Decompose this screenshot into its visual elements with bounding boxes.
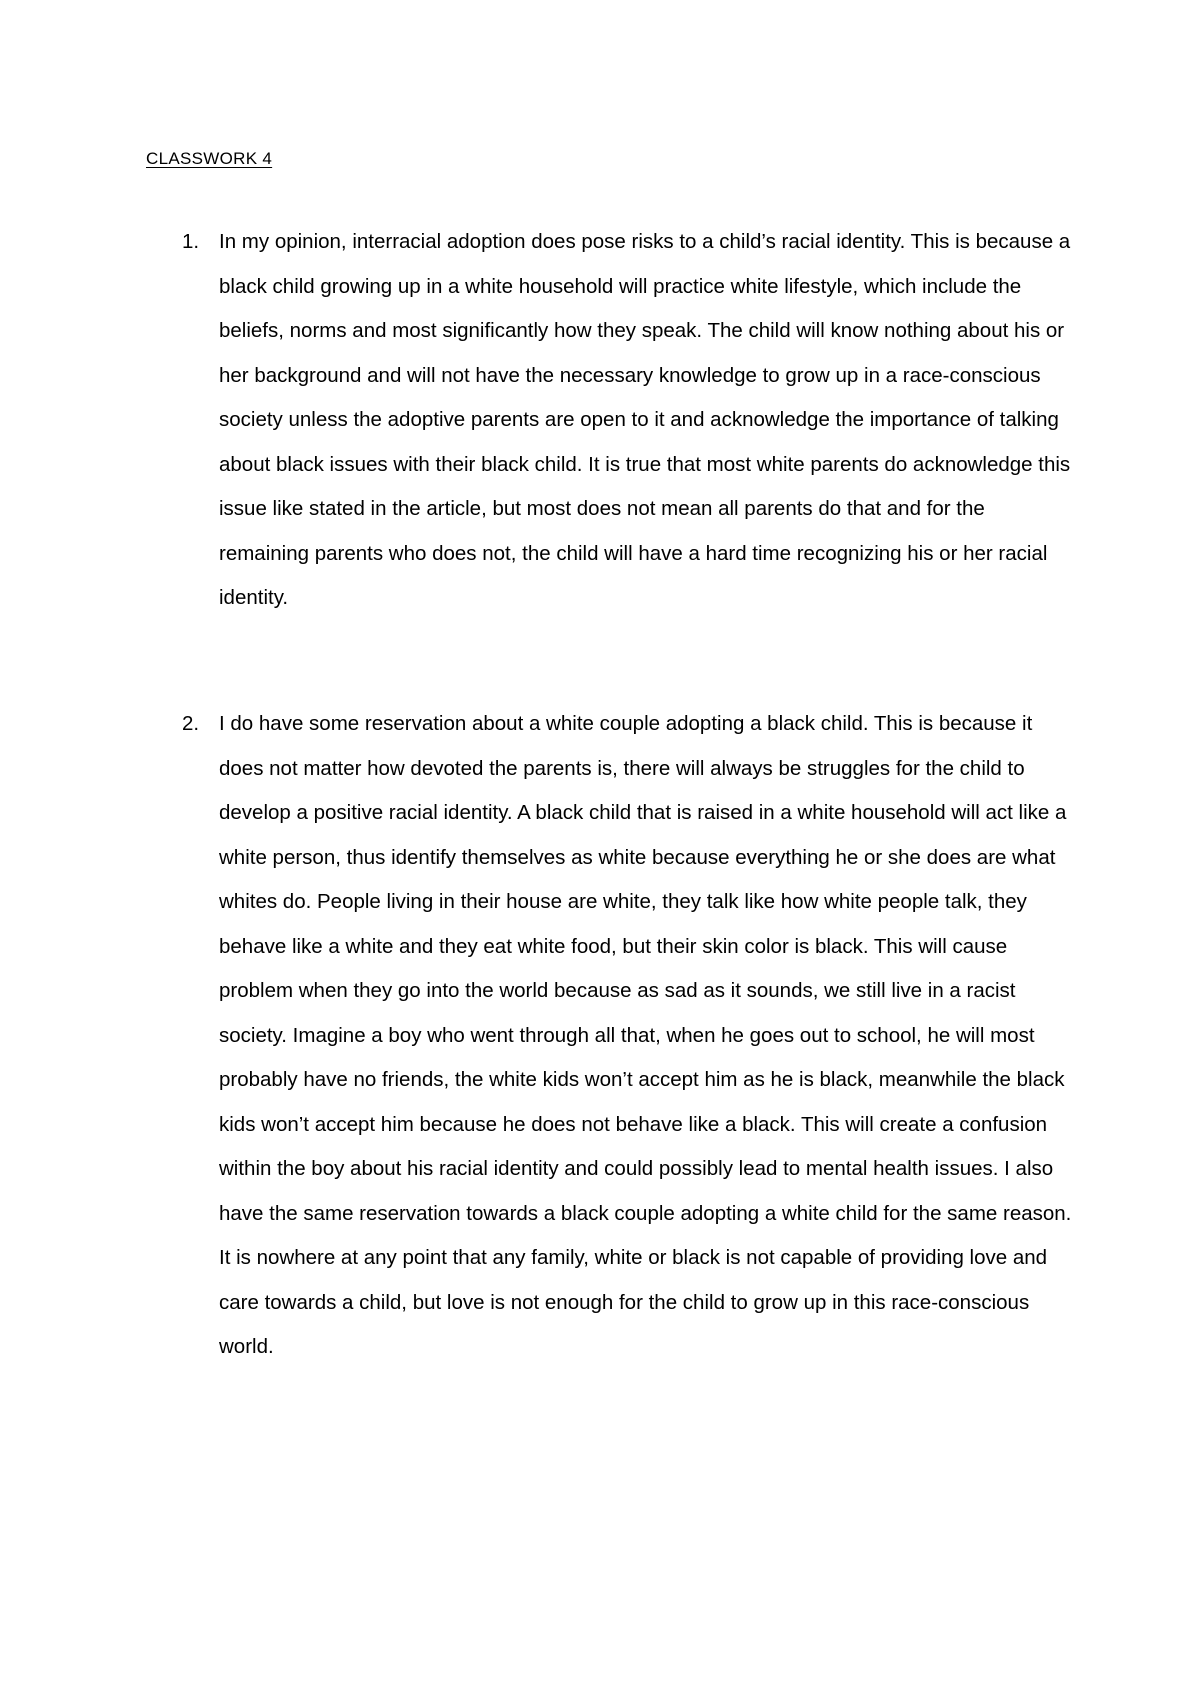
answer-number: 2. <box>182 712 200 735</box>
answer-item-1 <box>146 231 1076 621</box>
answer-number: 1. <box>182 230 200 253</box>
document-title: CLASSWORK 4 <box>146 149 273 168</box>
answer-text: In my opinion, interracial adoption does pose risks to a child’s racial identity. This is because a black child growing up in a white household will practice white lifestyle, which include the beliefs, norms and most significantly how they speak. The child will know nothing about his or her background and will not have the necessary knowledge to grow up in a race-conscious society unless the adoptive parents are open to it and acknowledge the importance of talking about black issues with their black child. It is true that most white parents do acknowledge this issue like stated in the article, but most does not mean all parents do that and for the remaining parents who does not, the child will have a hard time recognizing his or her racial identity. <box>219 230 1071 609</box>
answer-item-2 <box>146 713 1076 1370</box>
answer-text: I do have some reservation about a white couple adopting a black child. This is because it does not matter how devoted the parents is, there will always be struggles for the child to develop a positive racial identity. A black child that is raised in a white household will act like a white person, thus identify themselves as white because everything he or she does are what whites do. People living in their house are white, they talk like how white people talk, they behave like a white and they eat white food, but their skin color is black. This will cause problem when they go into the world because as sad as it sounds, we still live in a racist society. Imagine a boy who went through all that, when he goes out to school, he will most probably have no friends, the white kids won’t accept him as he is black, meanwhile the black kids won’t accept him because he does not behave like a black. This will create a confusion within the boy about his racial identity and could possibly lead to mental health issues. I also have the same reservation towards a black couple adopting a white child for the same reason. It is nowhere at any point that any family, white or black is not capable of providing love and care towards a child, but love is not enough for the child to grow up in this race-conscious world. <box>219 712 1072 1358</box>
